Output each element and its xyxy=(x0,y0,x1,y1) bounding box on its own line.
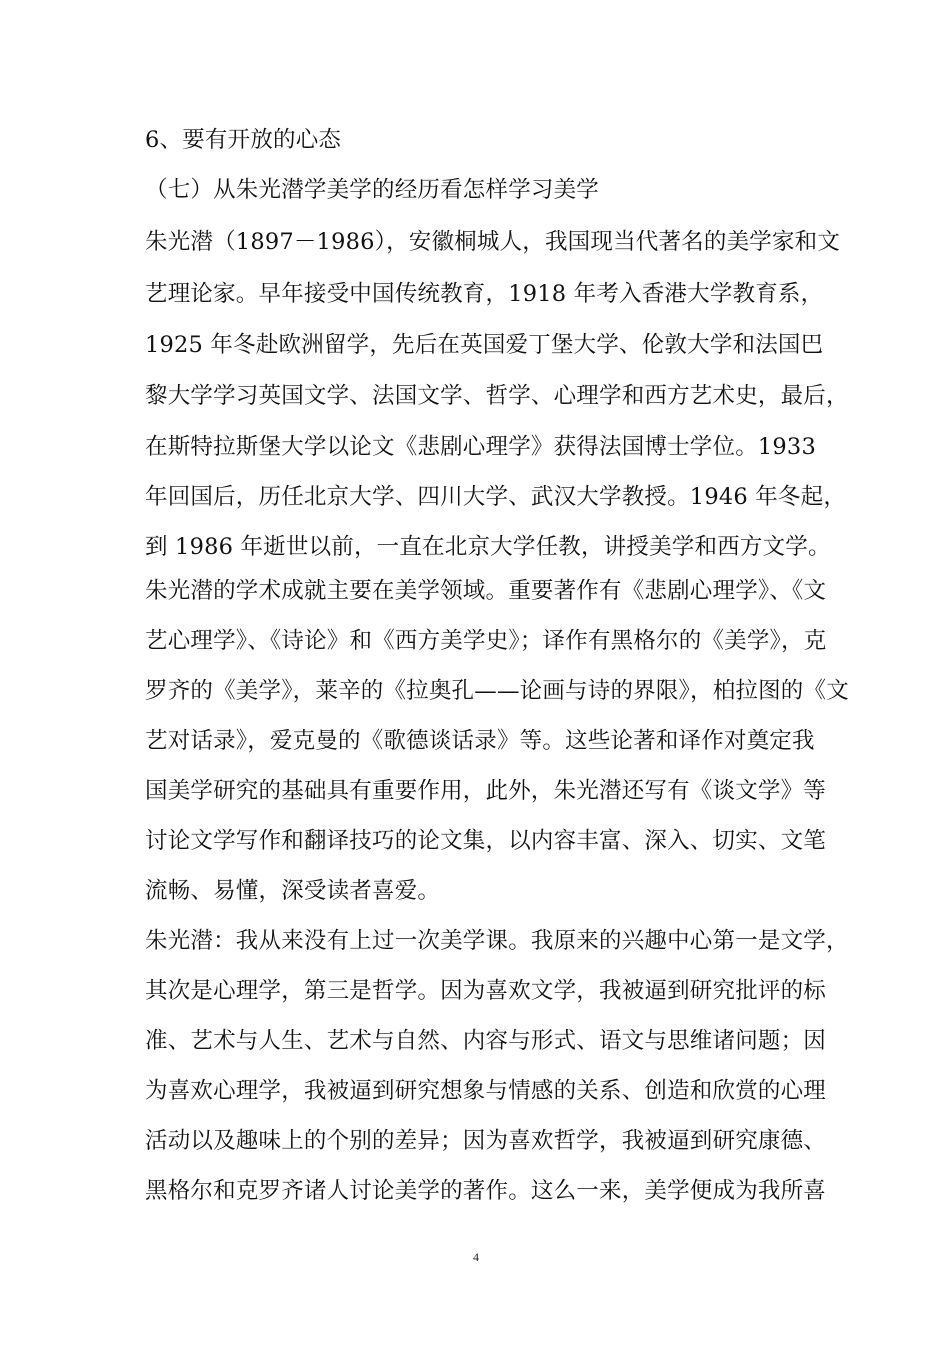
text-line: 1925 年冬赴欧洲留学，先后在英国爱丁堡大学、伦敦大学和法国巴 xyxy=(145,332,824,358)
text-line: 年回国后，历任北京大学、四川大学、武汉大学教授。1946 年冬起， xyxy=(145,484,847,510)
text-line: 罗齐的《美学》，莱辛的《拉奥孔——论画与诗的界限》，柏拉图的《文 xyxy=(145,678,849,704)
text-line: 黑格尔和克罗齐诸人讨论美学的著作。这么一来，美学便成为我所喜 xyxy=(145,1178,827,1204)
text-line: 朱光潜的学术成就主要在美学领域。重要著作有《悲剧心理学》、《文 xyxy=(145,578,827,604)
text-line: 到 1986 年逝世以前，一直在北京大学任教，讲授美学和西方文学。 xyxy=(145,534,831,560)
text-line: 朱光潜：我从来没有上过一次美学课。我原来的兴趣中心第一是文学， xyxy=(145,928,849,954)
page-number: 4 xyxy=(473,1250,479,1264)
text-line: 艺心理学》、《诗论》和《西方美学史》；译作有黑格尔的《美学》，克 xyxy=(145,628,827,654)
text-line: 国美学研究的基础具有重要作用，此外，朱光潜还写有《谈文学》等 xyxy=(145,778,827,804)
text-line: 黎大学学习英国文学、法国文学、哲学、心理学和西方艺术史，最后， xyxy=(145,383,849,409)
text-line: 其次是心理学，第三是哲学。因为喜欢文学，我被逼到研究批评的标 xyxy=(145,978,827,1004)
text-line: 为喜欢心理学，我被逼到研究想象与情感的关系、创造和欣赏的心理 xyxy=(145,1078,827,1104)
text-line: 朱光潜（1897－1986），安徽桐城人，我国现当代著名的美学家和文 xyxy=(145,229,841,255)
text-line: 准、艺术与人生、艺术与自然、内容与形式、语文与思维诸问题；因 xyxy=(145,1028,827,1054)
text-line: 在斯特拉斯堡大学以论文《悲剧心理学》获得法国博士学位。1933 xyxy=(145,434,816,460)
section-heading-zhu-guangqian: （七）从朱光潜学美学的经历看怎样学习美学 xyxy=(145,177,600,203)
section-heading-open-mind: 6、要有开放的心态 xyxy=(145,127,342,153)
text-line: 活动以及趣味上的个别的差异；因为喜欢哲学，我被逼到研究康德、 xyxy=(145,1128,827,1154)
text-line: 讨论文学写作和翻译技巧的论文集，以内容丰富、深入、切实、文笔 xyxy=(145,828,827,854)
text-line: 艺理论家。早年接受中国传统教育，1918 年考入香港大学教育系， xyxy=(145,281,824,307)
text-line: 艺对话录》，爱克曼的《歌德谈话录》等。这些论著和译作对奠定我 xyxy=(145,728,815,754)
text-line: 流畅、易懂，深受读者喜爱。 xyxy=(145,878,441,904)
